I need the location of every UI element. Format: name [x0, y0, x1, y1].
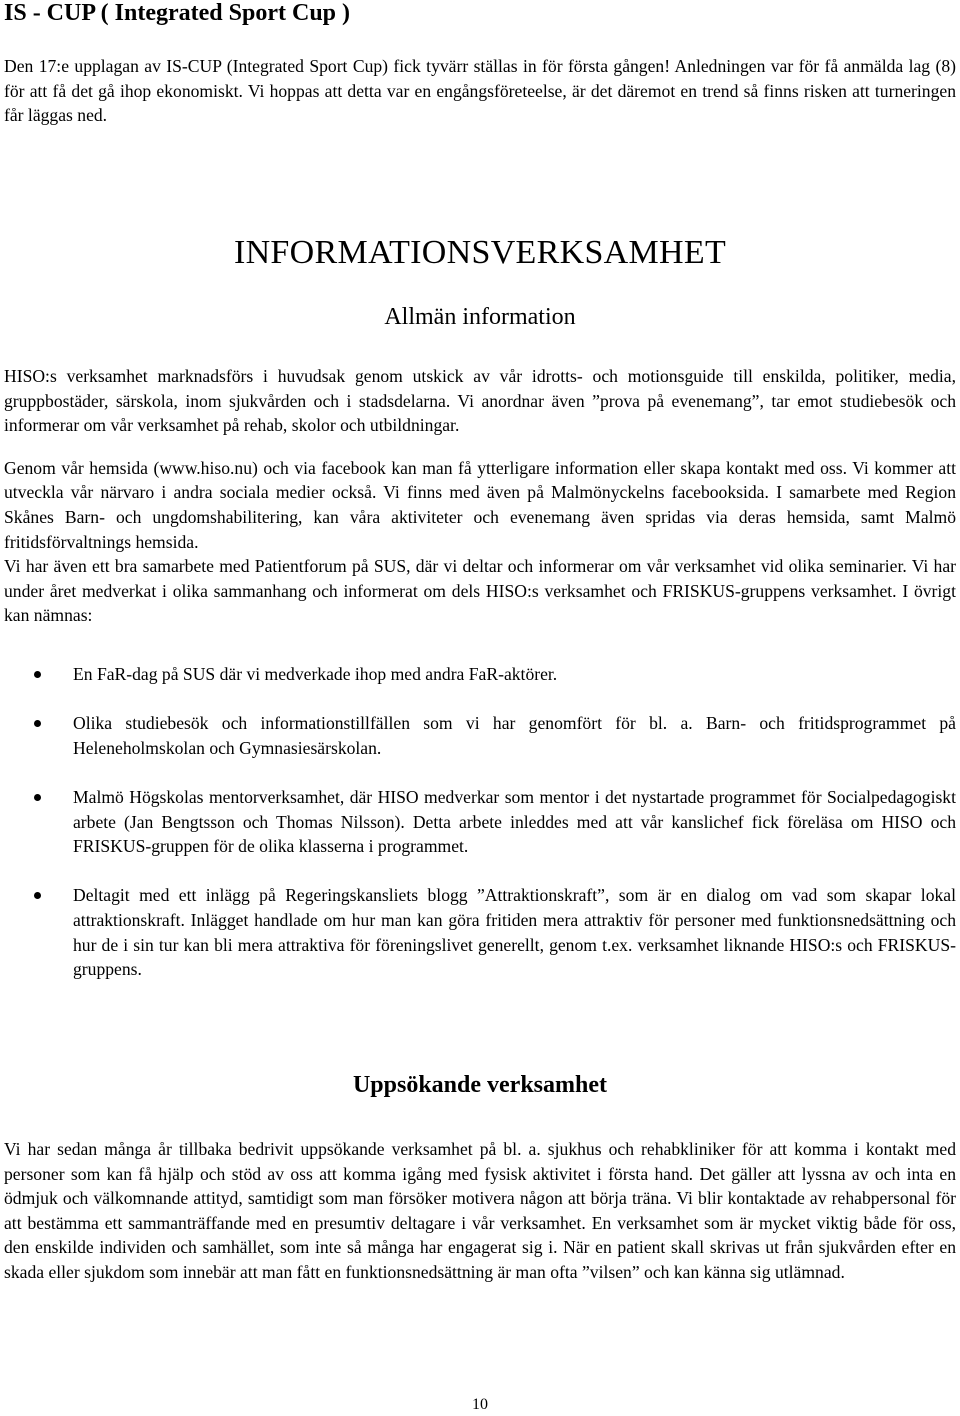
list-item — [0, 883, 960, 981]
section-title-uppsokande-verksamhet: Uppsökande verksamhet — [352, 1072, 608, 1098]
info-paragraph-3: Vi har även ett bra samarbete med Patientforum på SUS, där vi deltar och informerar om vår verksamhet vid olika seminarier. Vi har under året medverkat i olika sammanhang och informerat om dels HISO:s verksamhet och FRISKUS-gruppens verksamhet. I övrigt kan nämnas: — [4, 556, 956, 626]
info-paragraph-2: Genom vår hemsida (www.hiso.nu) och via facebook kan man få ytterligare information eller skapa kontakt med oss. Vi kommer att utveckla vår närvaro i andra sociala medier också. Vi finns med även på Malmönyckelns facebooksida. I samarbete med Region Skånes Barn- och ungdomshabilitering, kan våra aktiviteter och evenemang även spridas via deras hemsida, samt Malmö fritidsförvaltnings hemsida. — [4, 457, 956, 552]
uppsokande-paragraph: Vi har sedan många år tillbaka bedrivit uppsökande verksamhet på bl. a. sjukhus och rehabkliniker för att komma i kontakt med personer som kan få hjälp och stöd av oss att komma igång med fysisk aktivitet i första hand. Det gäller att lyssna av och inta en ödmjuk och välkomnande attityd, samtidigt som man försöker motivera någon att börja träna. Vi blir kontaktade av rehabpersonal för att bestämma ett sammanträffande med en presumtiv deltagare i vår verksamhet. En verksamhet som är mycket viktig både för oss, den enskilde individen och samhället, som inte så många har engagerat sig i. När en patient skall skrivas ut från sjukvården efter en skada eller sjukdom som innebär att man fått en funktionsnedsättning är man ofta ”vilsen” och kan känna sig utlämnad. — [4, 1139, 956, 1282]
subtitle-allman-information: Allmän information — [384, 304, 576, 330]
list-item — [0, 662, 960, 687]
bullet-icon — [34, 794, 41, 801]
list-item-text: Malmö Högskolas mentorverksamhet, där HISO medverkar som mentor i det nystartade programmet för Socialpedagogiskt arbete (Jan Bengtsson och Thomas Nilsson). Detta arbete inleddes med att vår kanslichef fick föreläsa om HISO och FRISKUS-gruppen för de olika klasserna i programmet. — [73, 786, 956, 857]
is-cup-heading: IS - CUP ( Integrated Sport Cup ) — [4, 0, 351, 26]
page-number: 10 — [472, 1396, 488, 1413]
list-item — [0, 785, 960, 859]
bullet-icon — [34, 671, 41, 678]
section-title-informationsverksamhet: INFORMATIONSVERKSAMHET — [233, 234, 727, 271]
bullet-icon — [34, 720, 41, 727]
list-item-text: En FaR-dag på SUS där vi medverkade ihop med andra FaR-aktörer. — [73, 664, 558, 684]
list-item — [0, 711, 960, 760]
list-item-text: Olika studiebesök och informationstillfällen som vi har genomfört för bl. a. Barn- och fritidsprogrammet på Heleneholmskolan och Gymnasiesärskolan. — [73, 713, 956, 758]
paragraph-gap — [4, 438, 956, 456]
information-body — [4, 364, 956, 628]
is-cup-paragraph: Den 17:e upplagan av IS-CUP (Integrated Sport Cup) fick tyvärr ställas in för första gången! Anledningen var för få anmälda lag (8) för att få det gå ihop ekonomiskt. Vi hoppas att detta var en engångsföreteelse, är det däremot en trend så finns risken att turneringen får läggas ned. — [4, 56, 956, 126]
bullet-icon — [34, 892, 41, 899]
uppsokande-body — [4, 1137, 956, 1285]
list-item-text: Deltagit med ett inlägg på Regeringskansliets blogg ”Attraktionskraft”, som är en dialog om vad som skapar lokal attraktionskraft. Inlägget handlade om hur man kan göra fritiden mera attraktiv för personer med funktionsnedsättning och hur de i sin tur kan bli mera attraktiva för föreningslivet generellt, genom t.ex. verksamhet liknande HISO:s och FRISKUS-gruppens. — [73, 885, 956, 980]
info-paragraph-1: HISO:s verksamhet marknadsförs i huvudsak genom utskick av vår idrotts- och motionsguide till enskilda, politiker, media, gruppbostäder, särskola, inom sjukvården och i stadsdelarna. Vi anordnar även ”prova på evenemang”, tar emot studiebesök och informerar om vår verksamhet på rehab, skolor och utbildningar. — [4, 366, 956, 436]
bullet-list — [0, 662, 960, 1006]
